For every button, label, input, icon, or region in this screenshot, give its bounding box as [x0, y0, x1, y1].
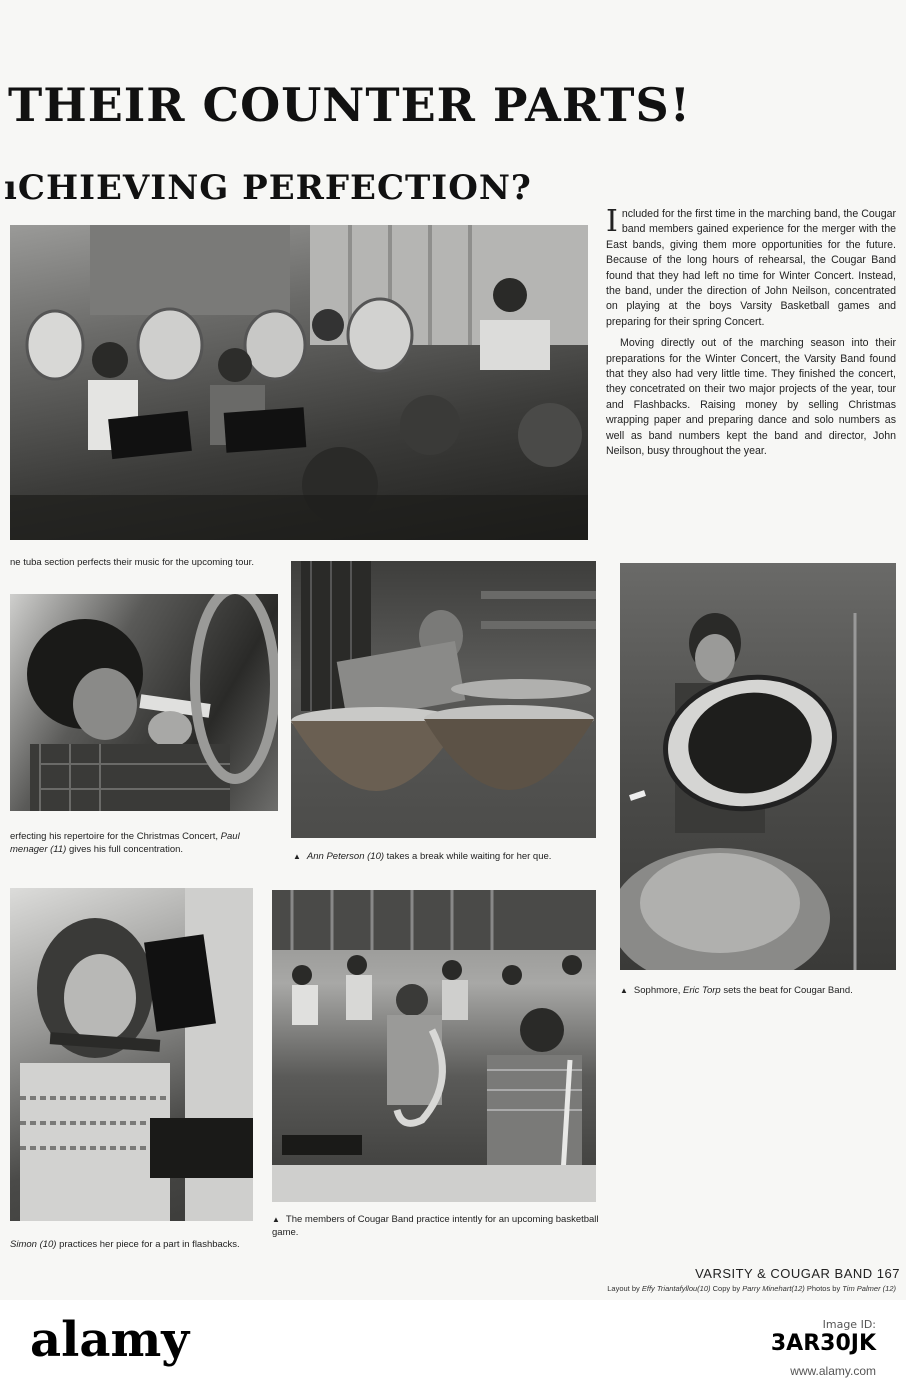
timpani-illustration — [291, 561, 596, 838]
footer-section-name: VARSITY & COUGAR BAND — [695, 1266, 873, 1281]
timpani-caption-text: takes a break while waiting for her que. — [384, 851, 552, 862]
drum-caption — [620, 984, 890, 997]
flute-caption-text: practices her piece for a part in flashbacks. — [56, 1239, 240, 1250]
footer-section-title — [695, 1266, 900, 1281]
watermark-bar — [0, 1300, 906, 1390]
horn-caption-name-b: menager (11) — [10, 844, 67, 855]
image-id-block — [771, 1318, 876, 1356]
article-paragraph-1 — [606, 204, 896, 330]
credits-copy-label: Copy by — [712, 1284, 741, 1293]
flute-player-illustration — [10, 888, 253, 1221]
horn-caption-text-b: gives his full concentration. — [66, 844, 184, 855]
cougar-band-illustration — [272, 890, 596, 1202]
flute-player-photo — [10, 888, 253, 1221]
credits-photos-label: Photos by — [806, 1284, 841, 1293]
horn-caption — [10, 830, 276, 856]
alamy-logo: alamy — [30, 1312, 190, 1368]
flute-caption — [10, 1238, 260, 1251]
drum-caption-name: Eric Torp — [683, 985, 721, 996]
horn-caption-name-a: Paul — [220, 831, 240, 842]
credits-copy-name: Parry Minehart(12) — [742, 1284, 805, 1293]
tuba-caption-text: ne tuba section perfects their music for the upcoming tour. — [10, 557, 254, 568]
drum-caption-text-a: Sophmore, — [633, 985, 684, 996]
horn-player-illustration — [10, 594, 278, 811]
triangle-bullet-icon: ▲ — [620, 986, 628, 995]
image-id-label: Image ID: — [822, 1318, 876, 1331]
bass-drum-illustration — [620, 563, 896, 970]
bass-drum-photo — [620, 563, 896, 970]
drop-cap: I — [606, 204, 618, 239]
footer-credits — [607, 1284, 896, 1293]
horn-player-photo — [10, 594, 278, 811]
alamy-url: www.alamy.com — [790, 1364, 876, 1378]
cougar-band-photo — [272, 890, 596, 1202]
credits-layout-name: Effy Triantafyllou(10) — [641, 1284, 711, 1293]
page-number: 167 — [876, 1266, 900, 1281]
timpani-caption-name: Ann Peterson (10) — [306, 851, 385, 862]
page-headline: THEIR COUNTER PARTS! — [8, 78, 691, 132]
horn-caption-text-a: erfecting his repertoire for the Christmas Concert, — [10, 831, 221, 842]
article-paragraph-2: Moving directly out of the marching season into their preparations for the Winter Concert, the Varsity Band found that they also had very little time. They finished the concert, they concetrated on their two major projects of the year, tour and Flashbacks. Raising money by selling Christmas wrapping paper and preparing dance and solo numbers as well as band numbers kept the band and director, John Neilson, busy throughout the year. — [606, 337, 896, 458]
flute-caption-name: Simon (10) — [10, 1239, 57, 1250]
image-id-value: 3AR30JK — [770, 1331, 876, 1356]
triangle-bullet-icon: ▲ — [293, 852, 301, 861]
tuba-section-illustration — [10, 225, 588, 540]
credits-photos-name: Tim Palmer (12) — [842, 1284, 896, 1293]
timpani-caption — [293, 850, 598, 863]
band-caption — [272, 1213, 602, 1239]
page-subhead: ıCHIEVING PERFECTION? — [4, 168, 532, 208]
article-paragraph-1-text: ncluded for the first time in the marching band, the Cougar band members gained experience for the merger with the East bands, giving them more opportunities for the future. Because of the long hours of rehearsal, the Cougar Band found that they had left no time for Winter Concert. Instead, the band, under the direction of John Neilson, concentrated on playing at the boys Varsity Basketball games and preparing for their spring Concert. — [606, 208, 896, 328]
drum-caption-text-b: sets the beat for Cougar Band. — [720, 985, 853, 996]
tuba-section-photo — [10, 225, 588, 540]
triangle-bullet-icon: ▲ — [272, 1215, 280, 1224]
article-body — [606, 204, 896, 466]
credits-layout-label: Layout by — [607, 1284, 640, 1293]
band-caption-text: The members of Cougar Band practice intently for an upcoming basketball game. — [272, 1214, 599, 1238]
timpani-photo — [291, 561, 596, 838]
